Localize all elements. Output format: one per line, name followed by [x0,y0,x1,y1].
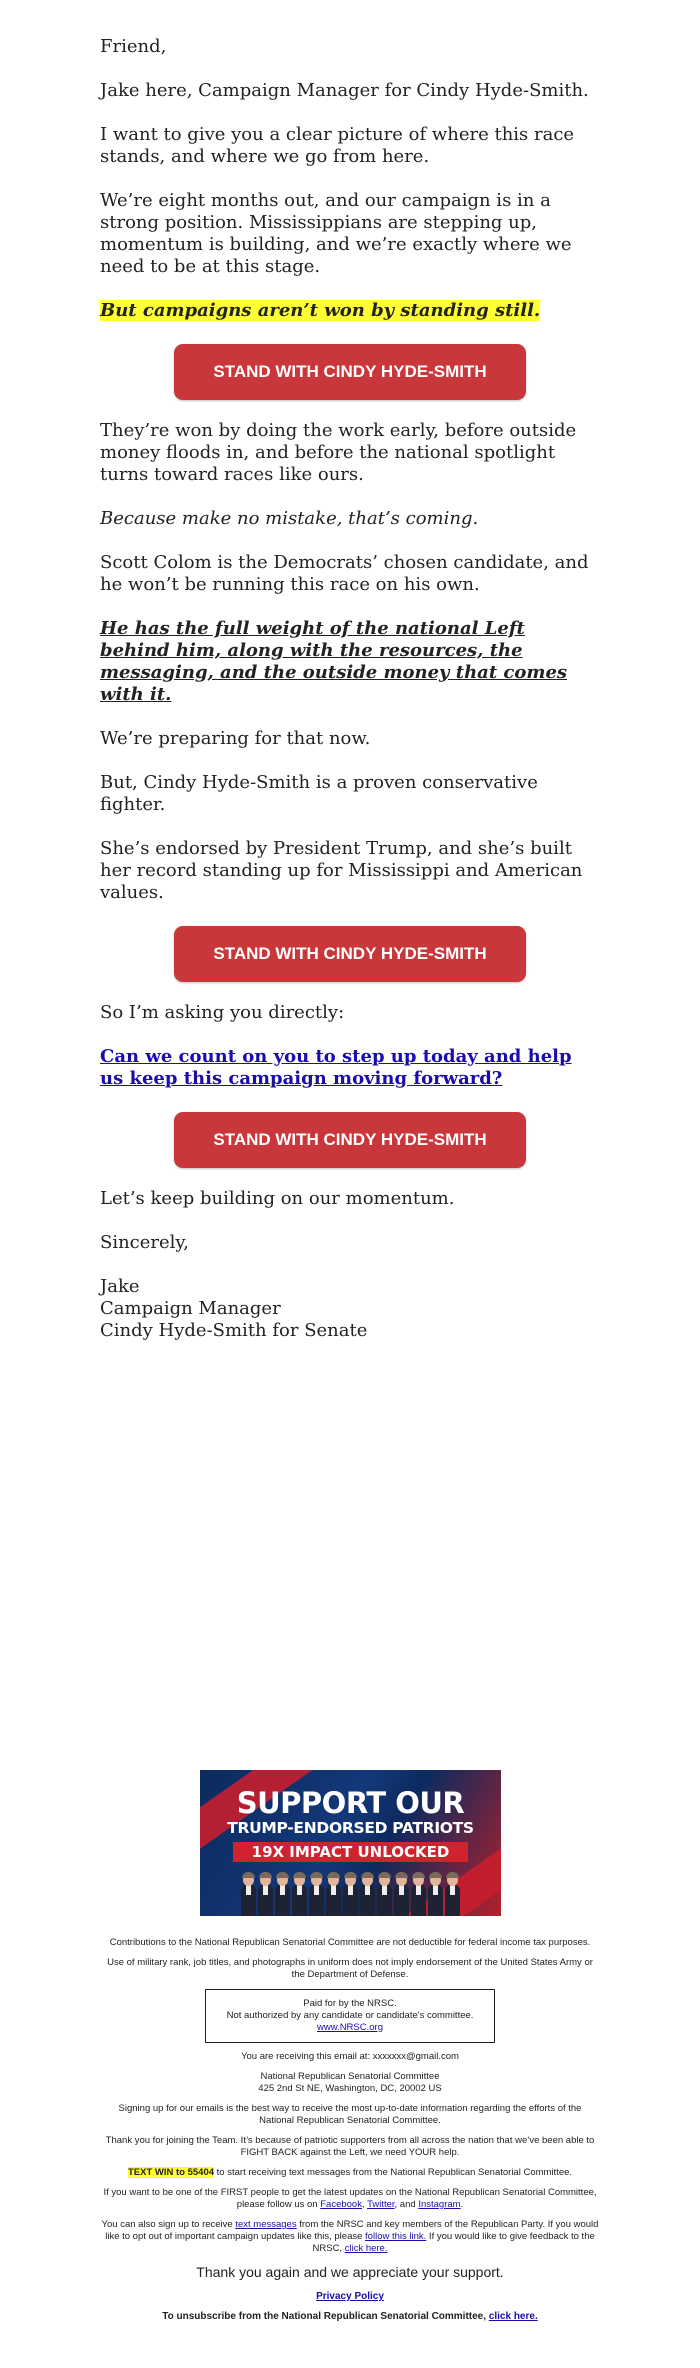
unsubscribe-text: To unsubscribe from the National Republican Senatorial Committee, [162,2311,489,2322]
text-win-note [100,2167,600,2179]
intro-paragraph: Jake here, Campaign Manager for Cindy Hyde-Smith. [100,80,589,101]
text-win-rest: to start receiving text messages from the National Republican Senatorial Committee. [214,2167,573,2178]
text-messages-link[interactable]: text messages [235,2219,297,2230]
thanks-again: Thank you again and we appreciate your support. [196,2264,504,2280]
person-figure [343,1872,358,1916]
person-figure [411,1872,426,1916]
separator: , and [394,2199,419,2210]
person-figure [445,1872,460,1916]
signature-org: Cindy Hyde-Smith for Senate [100,1320,368,1341]
paragraph: Scott Colom is the Democrats’ chosen candidate, and he won’t be running this race on his own. [100,552,589,595]
paid-by-text: Paid for by the NRSC. [303,1998,397,2009]
highlight-paragraph [100,300,600,322]
italic-paragraph: Because make no mistake, that’s coming. [100,508,479,529]
banner-headline: SUPPORT OUR [236,1786,465,1820]
person-figure [292,1872,307,1916]
paragraph: She’s endorsed by President Trump, and she’s built her record standing up for Mississippi and American values. [100,838,583,903]
unsubscribe-link[interactable]: click here. [488,2311,538,2322]
email-body [100,36,600,1364]
person-figure [394,1872,409,1916]
separator: . [460,2199,464,2210]
separator: , [361,2199,368,2210]
ask-link[interactable]: Can we count on you to step up today and help us keep this campaign moving forward? [100,1046,572,1089]
paragraph: So I’m asking you directly: [100,1002,345,1023]
cta-wrapper [100,1112,600,1168]
support-patriots-banner[interactable] [200,1770,501,1916]
person-figure [428,1872,443,1916]
stand-with-cindy-button[interactable]: STAND WITH CINDY HYDE-SMITH [174,1112,526,1168]
closing: Sincerely, [100,1232,189,1253]
person-figure [275,1872,290,1916]
privacy-policy-wrap [100,2291,600,2303]
social-follow-note [100,2187,600,2211]
signature-name: Jake [100,1276,140,1297]
banner-subheadline: TRUMP-ENDORSED PATRIOTS [227,1819,474,1837]
paragraph: They’re won by doing the work early, before outside money floods in, and before the national spotlight turns toward races like ours. [100,420,577,485]
facebook-link[interactable]: Facebook [320,2199,362,2210]
instagram-link[interactable]: Instagram [418,2199,461,2210]
privacy-policy-link[interactable]: Privacy Policy [316,2291,384,2302]
optout-note [100,2219,600,2255]
nrsc-site-link[interactable]: www.NRSC.org [317,2022,383,2033]
paid-for-box [205,1989,495,2043]
feedback-link[interactable]: click here. [344,2243,388,2254]
optout-text: If you would like to give feedback to the NRSC, [312,2231,595,2254]
banner-group-photo [200,1868,501,1916]
org-address: 425 2nd St NE, Washington, DC, 20002 US [258,2083,442,2094]
greeting: Friend, [100,36,167,57]
unsubscribe-note [100,2311,600,2323]
stand-with-cindy-button[interactable]: STAND WITH CINDY HYDE-SMITH [174,344,526,400]
follow-text: If you want to be one of the FIRST people to get the latest updates on the National Republican Senatorial Committee, please follow us on [103,2187,597,2210]
military-disclaimer: Use of military rank, job titles, and photographs in uniform does not imply endorsement of the United States Army or the Department of Defense. [107,1957,593,1980]
paragraph: We’re preparing for that now. [100,728,371,749]
cta-wrapper [100,926,600,982]
optout-text: from the NRSC and key members of the Republican Party. If you would like to opt out of important campaign updates like this, please [105,2219,599,2242]
signature-title: Campaign Manager [100,1298,281,1319]
twitter-link[interactable]: Twitter [367,2199,395,2210]
optout-text: You can also sign up to receive [101,2219,236,2230]
signup-note: Signing up for our emails is the best way to receive the most up-to-date information regarding the efforts of the National Republican Senatorial Committee. [118,2103,582,2126]
paragraph: I want to give you a clear picture of where this race stands, and where we go from here. [100,124,575,167]
ask-paragraph [100,1046,600,1090]
paragraph: We’re eight months out, and our campaign is in a strong position. Mississippians are stepping up, momentum is building, and we’re exactly where we need to be at this stage. [100,190,572,277]
text-win-code: TEXT WIN to 55404 [127,2167,215,2178]
paragraph: But, Cindy Hyde-Smith is a proven conservative fighter. [100,772,538,815]
person-figure [326,1872,341,1916]
person-figure [241,1872,256,1916]
thank-team-note: Thank you for joining the Team. It’s because of patriotic supporters from all across the nation that we’ve been able to FIGHT BACK against the Left, we need YOUR help. [105,2135,595,2158]
person-figure [258,1872,273,1916]
tax-disclaimer: Contributions to the National Republican Senatorial Committee are not deductible for federal income tax purposes. [109,1937,591,1948]
signature [100,1276,600,1342]
cta-wrapper [100,344,600,400]
banner-tagline: 19X IMPACT UNLOCKED [233,1842,468,1862]
opt-out-link[interactable]: follow this link. [365,2231,427,2242]
person-figure [309,1872,324,1916]
email-footer [100,1937,600,2331]
org-address-block [100,2071,600,2095]
paragraph: Let’s keep building on our momentum. [100,1188,455,1209]
person-figure [377,1872,392,1916]
bold-underlined-text: He has the full weight of the national Left behind him, along with the resources, the messaging, and the outside money that comes with it. [100,618,568,705]
highlighted-text: But campaigns aren’t won by standing still. [100,300,541,321]
recipient-email: You are receiving this email at: xxxxxxx@gmail.com [241,2051,459,2062]
emphasis-paragraph [100,618,600,706]
not-authorized-text: Not authorized by any candidate or candidate's committee. [226,2010,474,2021]
person-figure [360,1872,375,1916]
org-name: National Republican Senatorial Committee [260,2071,440,2082]
stand-with-cindy-button[interactable]: STAND WITH CINDY HYDE-SMITH [174,926,526,982]
